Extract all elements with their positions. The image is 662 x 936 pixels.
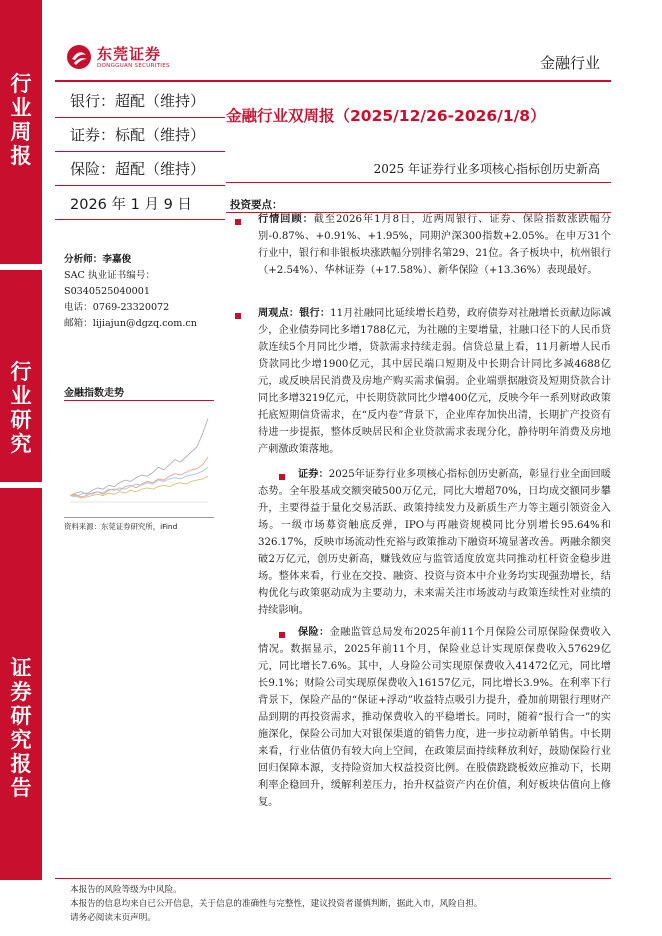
rating-divider xyxy=(55,151,225,152)
rating-divider xyxy=(55,185,225,186)
market-review-paragraph xyxy=(258,211,611,279)
report-subtitle: 2025 年证券行业多项核心指标创历史新高 xyxy=(373,162,600,176)
side-bottom-blank xyxy=(0,880,42,936)
footer-info-source: 本报告的信息均来自已公开信息，关于信息的准确性与完整性，建议投资者谨慎判断，据此入市，风险自担。 xyxy=(70,899,483,909)
company-logo xyxy=(66,44,170,70)
analyst-cert-label: SAC 执业证书编号： xyxy=(64,270,156,281)
rating-securities: 证券：标配（维持） xyxy=(70,126,206,144)
securities-text: 2025年证券行业多项核心指标创历史新高，彰显行业全面回暖态势。全年股基成交额突破500万亿元，同比大增超70%，日均成交额同步攀升，主要得益于量化交易活跃、政策持续发力及新质生产力等主题引领资金入场。一级市场募资触底反弹，IPO与再融资规模同比分别增长95.64%和326.17%，反映市场流动性充裕与政策推动下融资环境显著改善。两融余额突破2万亿元，创历史新高，赚钱效应与监管适度放宽共同推动杠杆资金稳步进场。整体来看，行业在交投、融资、投资与资本中介业务均实现强劲增长，结构优化与政策驱动成为主要动力，未来需关注市场波动与政策连续性对业绩的持续影响。 xyxy=(258,469,611,616)
analyst-name: 分析师：李嘉俊 xyxy=(64,254,132,265)
bullet-icon xyxy=(235,219,241,225)
report-title: 金融行业双周报（2025/12/26-2026/1/8） xyxy=(226,107,546,125)
analyst-info xyxy=(64,252,197,332)
chart-line-series-d xyxy=(70,476,208,498)
market-review-label: 行情回顾： xyxy=(258,214,314,225)
securities-label: 证券： xyxy=(298,469,329,480)
date-divider xyxy=(55,219,225,220)
insurance-text: 金融监管总局发布2025年前11个月保险公司原保险保费收入情况。数据显示，2025年前11个月，保险业总计实现原保费收入57629亿元，同比增长7.6%。其中，人身险公司实现原保费收入41472亿元，同比增长9.1%；财险公司实现原保费收入16157亿元，同比增长3.9%。在利率下行背景下，保险产品的“保证+浮动”收益特点吸引力提升，叠加前期银行理财产品到期的再投资需求，推动保费收入的平稳增长。同时，随着“报行合一”的实施深化，保险公司加大对银保渠道的销售力度，进一步拉动新单销售。中长期来看，行业估值仍有较大向上空间，在政策层面持续释放利好，鼓励保险行业回归保障本源，支持险资加大权益投资比例。在股债跷跷板效应推动下，长期利率企稳回升，缓解利差压力，抬升权益资产内在价值，利好板块估值向上修复。 xyxy=(258,627,612,808)
rating-insurance: 保险：超配（维持） xyxy=(70,160,206,178)
logo-icon xyxy=(66,44,92,70)
side-label-research: 行业研究 xyxy=(10,360,32,456)
report-date: 2026 年 1 月 9 日 xyxy=(70,197,192,213)
footer-divider xyxy=(55,878,611,879)
footer-risk-level: 本报告的风险等级为中风险。 xyxy=(70,885,182,895)
logo-name-cn: 东莞证券 xyxy=(97,44,162,63)
bank-label: 银行： xyxy=(299,308,331,319)
chart-source-divider xyxy=(64,517,214,518)
bank-text: 11月社融同比延续增长趋势，政府债券对社融增长贡献边际减少，企业债券同比多增1788亿元，为社融的主要增量，社融口径下的人民币贷款连续5个月同比少增，贷款需求持续走弱。信贷总量上看，11月新增人民币贷款同比少增1900亿元，其中居民端口短期及中长期合计同比多减4688亿元，或反映居民消费及房地产购买需求偏弱。企业端票据融资及短期贷款合计同比多增3219亿元，中长期贷款同比少增400亿元，反映今年一系列财政政策托底短期信贷需求，在“反内卷”背景下，企业库存加快出清，长期扩产投资有待进一步提振，整体反映居民和企业贷款需求表现分化，静待明年消费及房地产刺激政策落地。 xyxy=(258,308,612,455)
chart-source: 资料来源：东莞证券研究所，iFind xyxy=(64,522,178,531)
footer-disclaimer xyxy=(70,883,483,925)
insurance-label: 保险： xyxy=(298,627,330,638)
rating-divider xyxy=(55,117,225,118)
bullet-icon xyxy=(235,313,241,319)
logo-name-en: DONGGUAN SECURITIES xyxy=(97,62,170,69)
title-divider xyxy=(226,182,611,183)
footer-read-notice: 请务必阅读末页声明。 xyxy=(70,913,156,923)
side-label-report: 证券研究报告 xyxy=(10,656,32,800)
market-review-text: 截至2026年1月8日，近两周银行、证券、保险指数涨跌幅分别-0.87%、+0.91%、+1.95%，同期沪深300指数+2.05%。在申万31个行业中，银行和非银板块涨跌幅分别排名第29、21位。各子板块中，杭州银行（+2.54%）、华林证券（+17.58%）、新华保险（+13.36%）表现最好。 xyxy=(258,214,611,276)
side-separator xyxy=(0,482,42,488)
chart-divider xyxy=(64,400,214,401)
side-label-weekly: 行业周报 xyxy=(10,72,32,168)
chart-title: 金融指数走势 xyxy=(64,388,124,399)
header-divider xyxy=(55,80,611,82)
securities-paragraph xyxy=(258,466,611,619)
side-separator xyxy=(0,264,42,270)
weekly-view-paragraph xyxy=(258,305,611,458)
industry-label: 金融行业 xyxy=(539,54,600,72)
analyst-email: 邮箱：lijiajun@dgzq.com.cn xyxy=(64,318,197,329)
insurance-paragraph xyxy=(258,624,611,811)
rating-bank: 银行：超配（维持） xyxy=(70,92,206,110)
analyst-cert-no: S0340525040001 xyxy=(64,286,150,297)
weekly-view-label: 周观点： xyxy=(258,308,300,319)
index-trend-chart xyxy=(66,408,212,512)
analyst-phone: 电话：0769-23320072 xyxy=(64,302,170,313)
chart-line-series-a xyxy=(70,418,208,495)
points-heading: 投资要点： xyxy=(230,199,283,211)
